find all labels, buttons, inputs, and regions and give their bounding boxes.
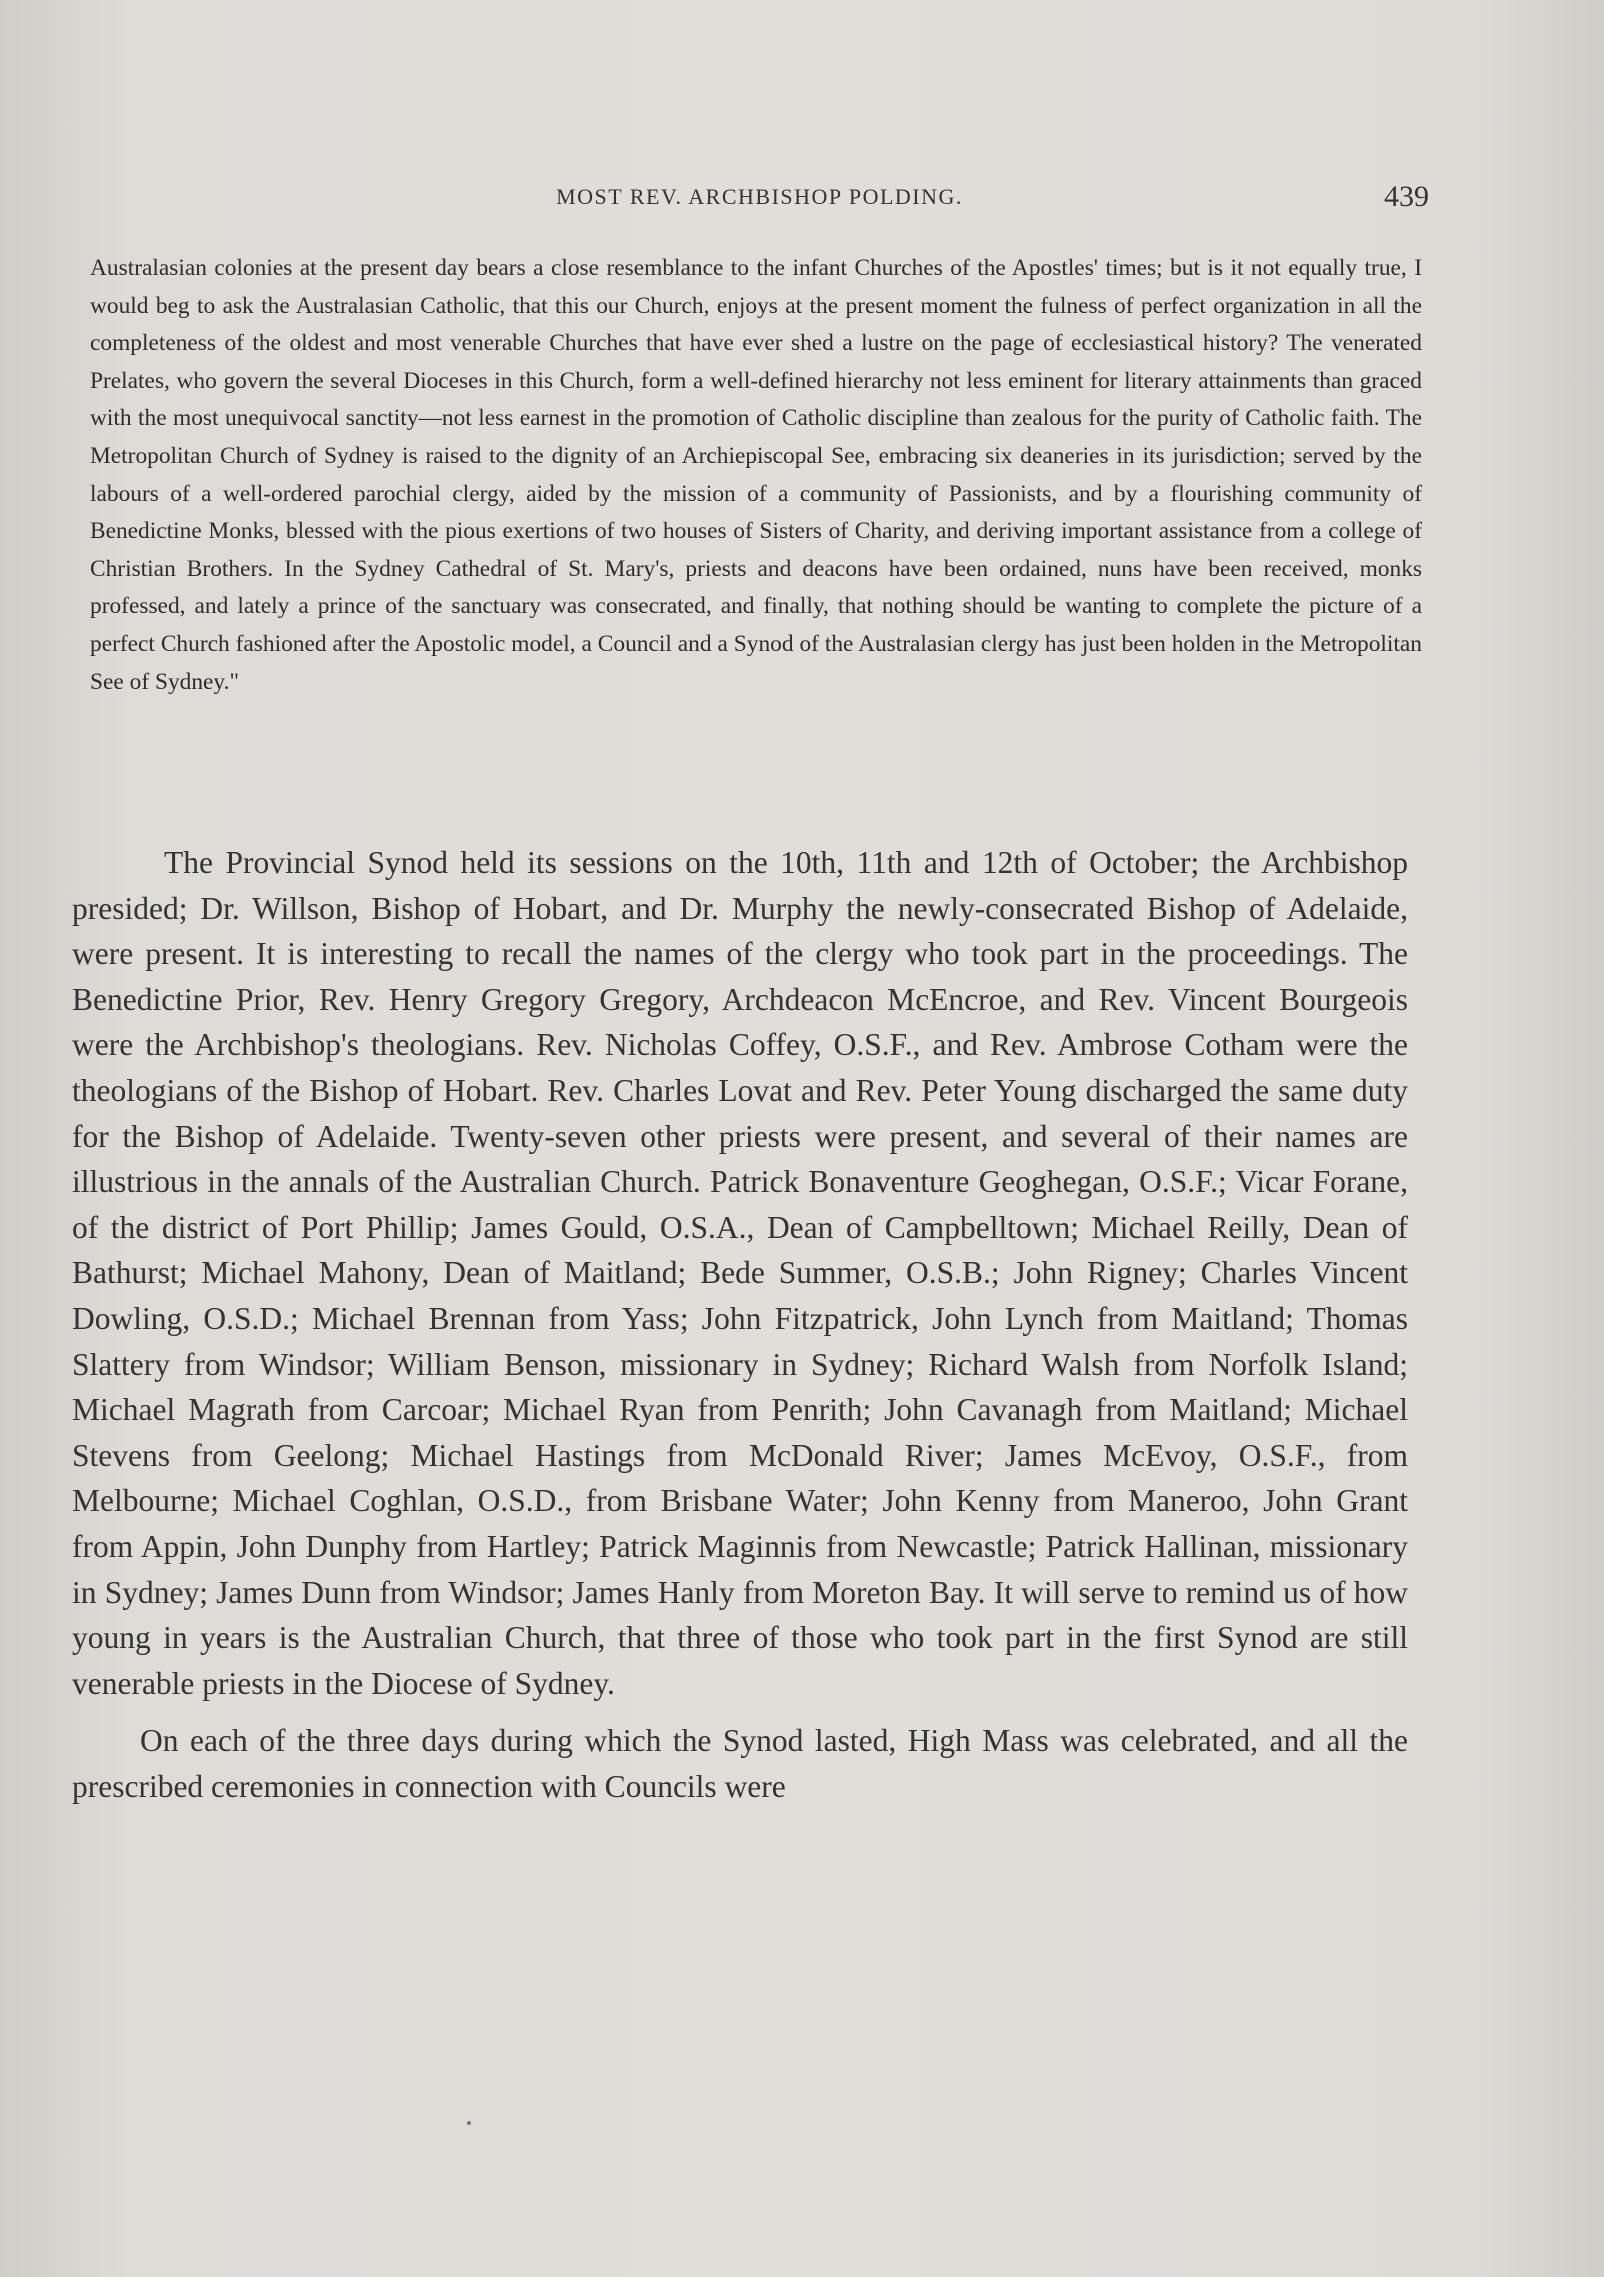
body-paragraph-high-mass: On each of the three days during which the Synod lasted, High Mass was celebrated, and all the prescribed ceremonies in connection with Councils were xyxy=(72,1723,1408,1804)
running-header xyxy=(90,180,1429,220)
main-text xyxy=(72,840,1408,1809)
paper-speck xyxy=(467,2121,471,2125)
page-number: 439 xyxy=(1384,180,1429,213)
running-title: MOST REV. ARCHBISHOP POLDING. xyxy=(556,184,963,209)
quoted-passage xyxy=(90,250,1422,701)
quote-paragraph: Australasian colonies at the present day bears a close resemblance to the infant Churches of the Apostles' times; but is it not equally true, I would beg to ask the Australasian Catholic, that this our Church, enjoys at the present moment the fulness of perfect organization in all the completeness of the oldest and most venerable Churches that have ever shed a lustre on the page of ecclesiastical history? The venerated Prelates, who govern the several Dioceses in this Church, form a well-defined hierarchy not less eminent for literary attainments than graced with the most unequivocal sanctity—not less earnest in the promotion of Catholic discipline than zealous for the purity of Catholic faith. The Metropolitan Church of Sydney is raised to the dignity of an Archiepiscopal See, embracing six deaneries in its jurisdiction; served by the labours of a well-ordered parochial clergy, aided by the mission of a community of Passionists, and by a flourishing community of Benedictine Monks, blessed with the pious exertions of two houses of Sisters of Charity, and deriving important assistance from a college of Christian Brothers. In the Sydney Cathedral of St. Mary's, priests and deacons have been ordained, nuns have been received, monks professed, and lately a prince of the sanctuary was consecrated, and finally, that nothing should be wanting to complete the picture of a perfect Church fashioned after the Apostolic model, a Council and a Synod of the Australasian clergy has just been holden in the Metropolitan See of Sydney." xyxy=(90,255,1422,695)
body-paragraph-synod: The Provincial Synod held its sessions on the 10th, 11th and 12th of October; the Archbishop presided; Dr. Willson, Bishop of Hobart, and Dr. Murphy the newly-consecrated Bishop of Adelaide, were present. It is interesting to recall the names of the clergy who took part in the proceedings. The Benedictine Prior, Rev. Henry Gregory Gregory, Archdeacon McEncroe, and Rev. Vincent Bourgeois were the Archbishop's theologians. Rev. Nicholas Coffey, O.S.F., and Rev. Ambrose Cotham were the theologians of the Bishop of Hobart. Rev. Charles Lovat and Rev. Peter Young discharged the same duty for the Bishop of Adelaide. Twenty-seven other priests were present, and several of their names are illustrious in the annals of the Australian Church. Patrick Bonaventure Geoghegan, O.S.F.; Vicar Forane, of the district of Port Phillip; James Gould, O.S.A., Dean of Campbelltown; Michael Reilly, Dean of Bathurst; Michael Mahony, Dean of Maitland; Bede Summer, O.S.B.; John Rigney; Charles Vincent Dowling, O.S.D.; Michael Brennan from Yass; John Fitzpatrick, John Lynch from Maitland; Thomas Slattery from Windsor; William Benson, missionary in Sydney; Richard Walsh from Norfolk Island; Michael Magrath from Carcoar; Michael Ryan from Penrith; John Cavanagh from Maitland; Michael Stevens from Geelong; Michael Hastings from McDonald River; James McEvoy, O.S.F., from Melbourne; Michael Coghlan, O.S.D., from Brisbane Water; John Kenny from Maneroo, John Grant from Appin, John Dunphy from Hartley; Patrick Maginnis from Newcastle; Patrick Hallinan, missionary in Sydney; James Dunn from Windsor; James Hanly from Moreton Bay. It will serve to remind us of how young in years is the Australian Church, that three of those who took part in the first Synod are still venerable priests in the Diocese of Sydney. xyxy=(72,845,1408,1701)
